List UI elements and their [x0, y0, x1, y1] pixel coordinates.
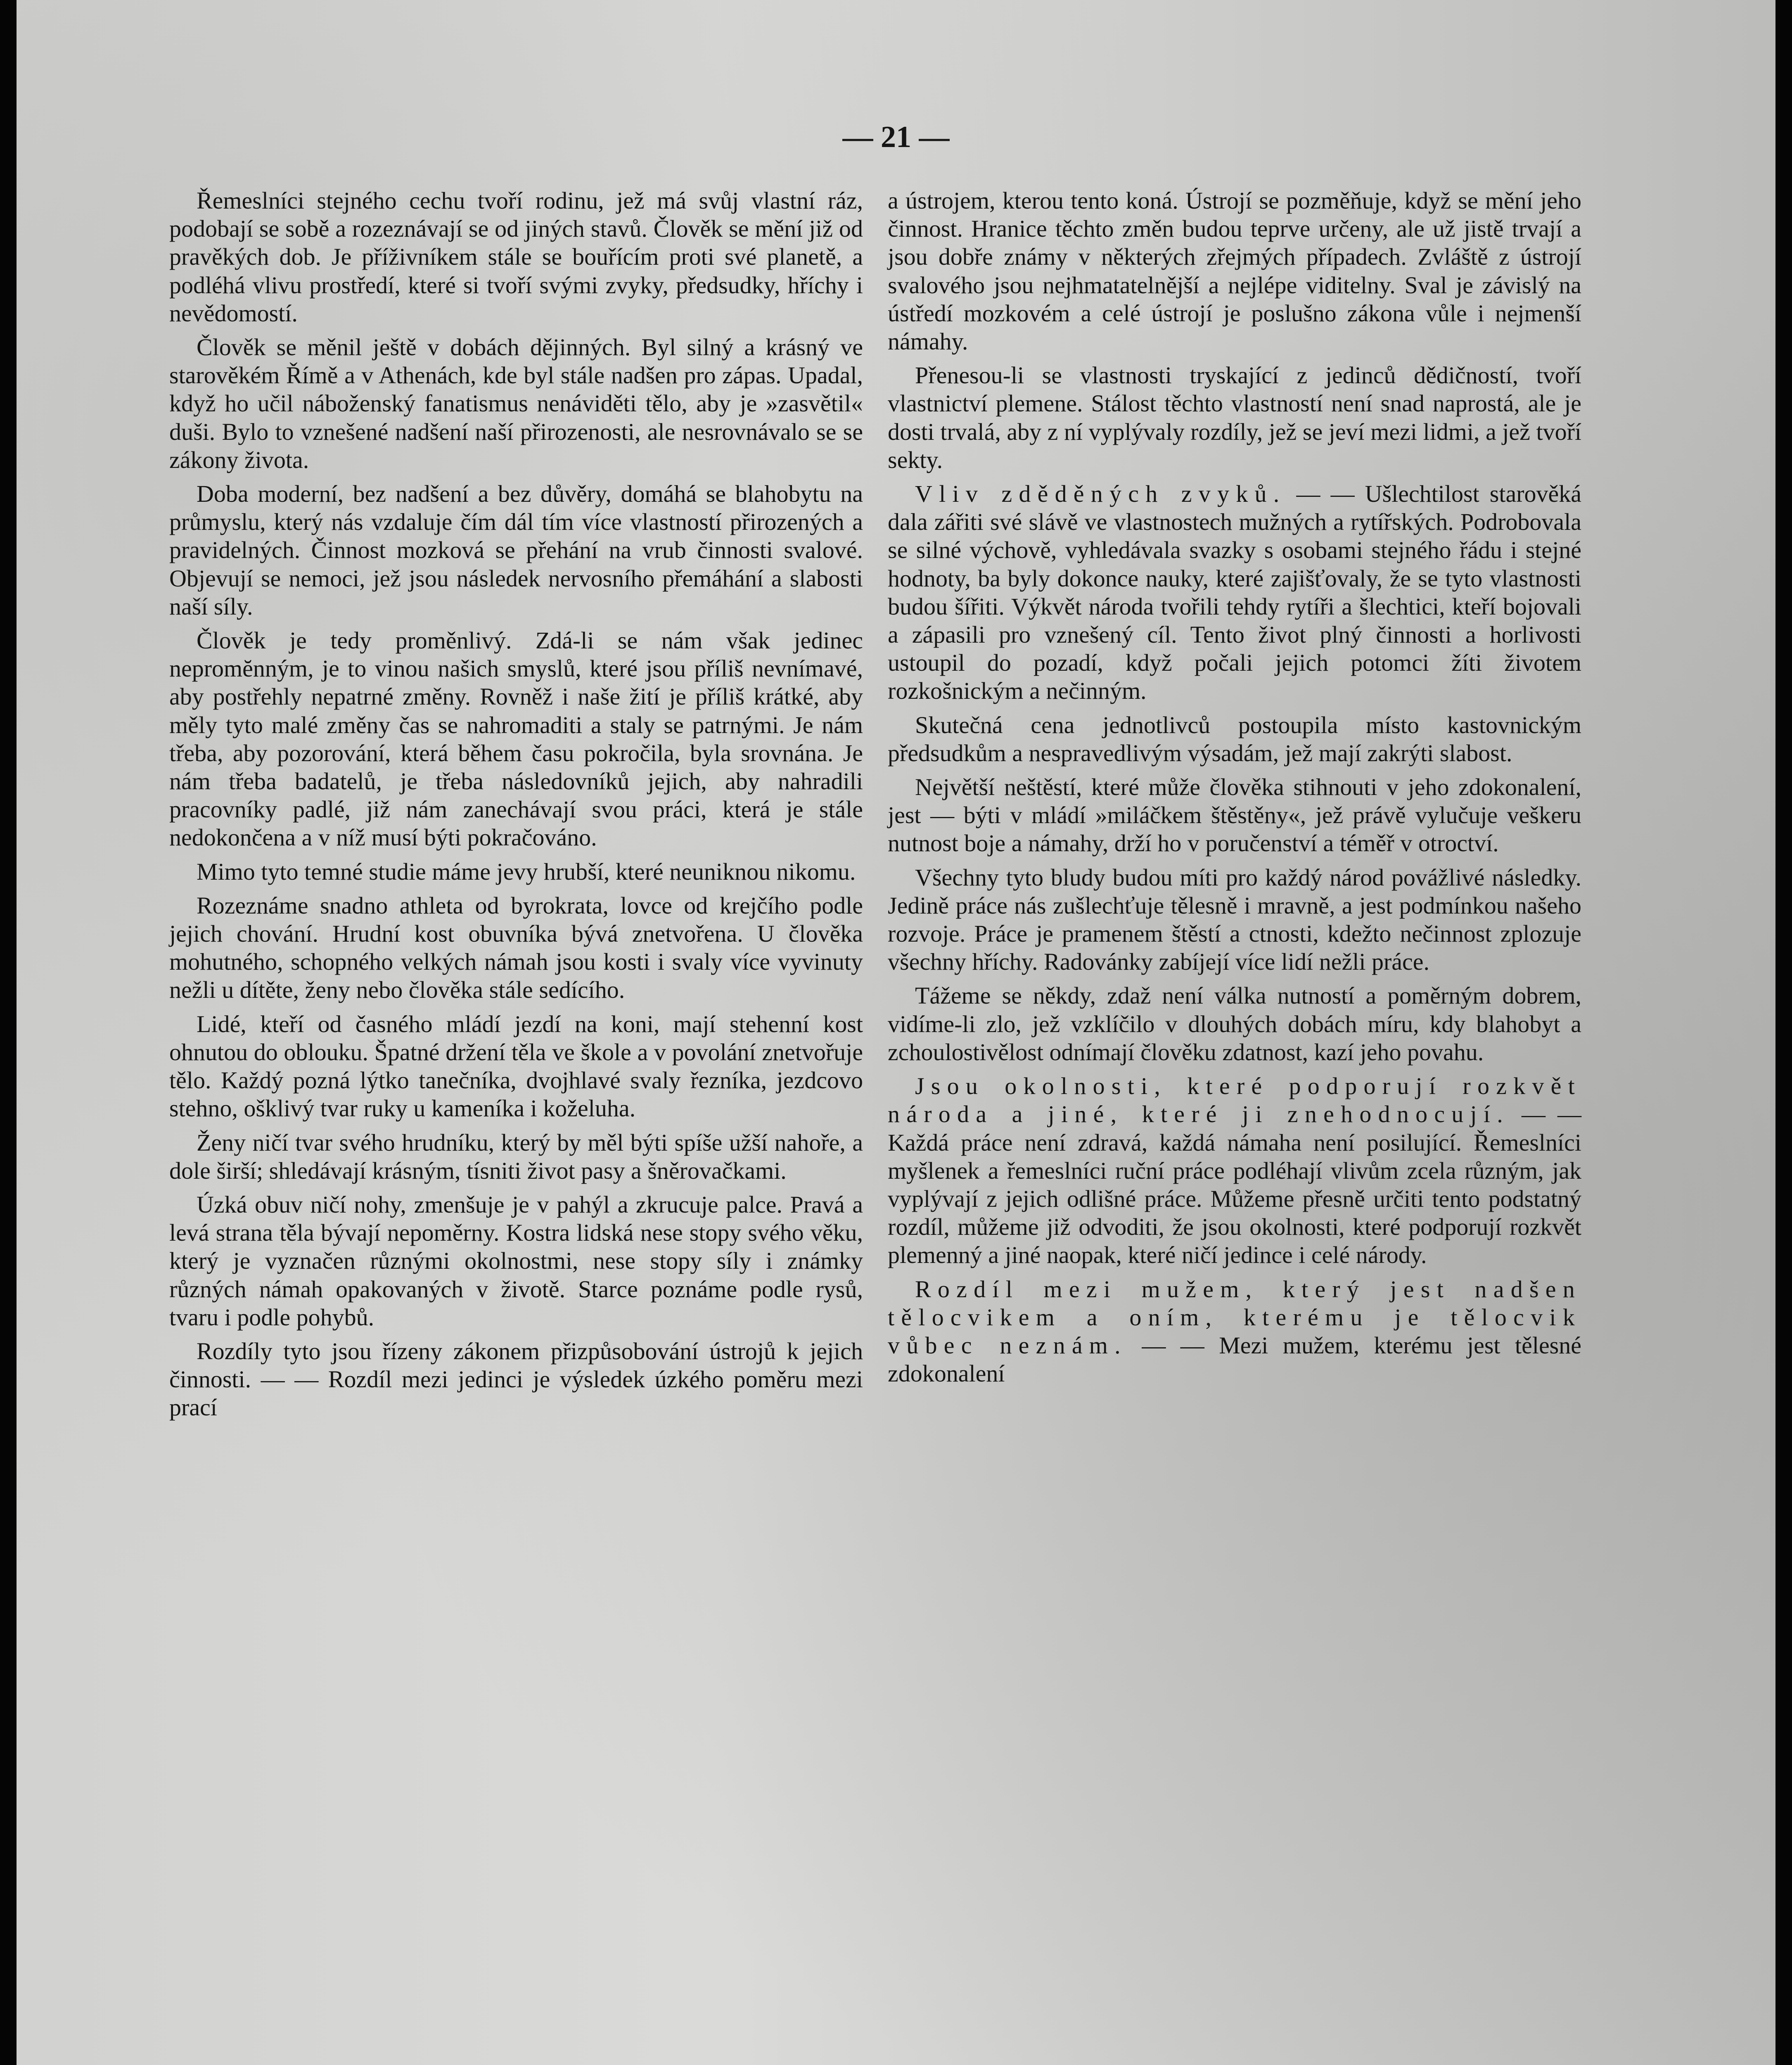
book-page [17, 0, 1775, 2065]
section-heading-difference: Rozdíl mezi mužem, který jest nadšen tělocvikem a oním, kterému je tělocvik vůbec neznám. [888, 1275, 1581, 1359]
left-paragraph-4: Člověk je tedy proměnlivý. Zdá-li se nám však jedinec nepromĕnným, je to vinou našich smyslů, které jsou příliš nevnímavé, aby postřehly nepatrné změny. Rovněž i naše žití je příliš krátké, aby měly tyto malé změny čas se nahromaditi a staly se patrnými. Je nám třeba, aby pozorování, která během času pokročila, byla srovnána. Je nám třeba badatelů, je třeba následovníků jejich, aby nahradili pracovníky padlé, již nám zanechávají svou práci, která je stále nedokončena a v níž musí býti pokračováno. [169, 627, 863, 851]
paragraph-body: — — Ušlechtilost starověká dala zářiti své slávě ve vlastnostech mužných a rytířských. Podrobovala se silné výchově, vyhledávala svazky s osobami stejného řádu i stejné hodnoty, ba byly dokonce nauky, které zajišťovaly, že se tyto vlastnosti budou šířiti. Výkvět národa tvořili tehdy rytíři a šlechtici, kteří bojovali a zápasili pro vznešený cíl. Tento život plný činnosti a horlivosti ustoupil do pozadí, když počali jejich potomci žíti životem rozkošnickým a nečinným. [888, 480, 1581, 705]
left-paragraph-3: Doba moderní, bez nadšení a bez důvěry, domáhá se blahobytu na průmyslu, který nás vzdaluje čím dál tím více vlastností přirozených a pravidelných. Činnost mozková se přehání na vrub činnosti svalové. Objevují se nemoci, jež jsou následek nervosního přemáhání a slabosti naší síly. [169, 480, 863, 620]
left-paragraph-5: Mimo tyto temné studie máme jevy hrubší, které neuniknou nikomu. [197, 858, 856, 885]
right-paragraph-3 [888, 480, 1581, 705]
right-paragraph-7: Tážeme se někdy, zdaž není válka nutností a poměrným dobrem, vidíme-li zlo, jež vzklíčilo v dlouhých dobách míru, kdy blahobyt a zchoulostivělost odnímají člověku zdatnost, kazí jeho povahu. [888, 982, 1581, 1066]
left-column [169, 187, 863, 1428]
right-paragraph-6: Všechny tyto bludy budou míti pro každý národ povážlivé následky. Jedině práce nás zušlechťuje tělesně i mravně, a jest podmínkou našeho rozvoje. Práce je pramenem štěstí a ctnosti, kdežto nečinnost zplozuje všechny hříchy. Radovánky zabíjejí více lidí nežli práce. [888, 864, 1581, 976]
section-heading-inherited-habits: Vliv zděděných zvyků. [915, 480, 1286, 508]
left-paragraph-2: Člověk se měnil ještě v dobách dějinných. Byl silný a krásný ve starověkém Římě a v Athenách, kde byl stále nadšen pro zápas. Upadal, když ho učil náboženský fanatismus nenáviděti tělo, aby je »zasvětil« duši. Bylo to vznešené nadšení naší přirozenosti, ale nesrovnávalo se se zákony života. [169, 334, 863, 473]
paragraph-body: — — Každá práce není zdravá, každá námaha není posilující. Řemeslníci myšlenek a řemeslníci ruční práce podléhají vlivům zcela různým, jak vyplývají z jejich odlišné práce. Můžeme přesně určiti tento podstatný rozdíl, můžeme již odvoditi, že jsou okolnosti, které podporují rozkvět plemenný a jiné naopak, které ničí jedince i celé národy. [888, 1101, 1581, 1269]
right-column [888, 187, 1581, 1393]
section-heading-circumstances: Jsou okolnosti, které podporují rozkvět národa a jiné, které ji znehodnocují. [888, 1073, 1581, 1128]
left-paragraph-7: Lidé, kteří od časného mládí jezdí na koni, mají stehenní kost ohnutou do oblouku. Špatné držení těla ve škole a v povolání znetvořuje tělo. Každý pozná lýtko tanečníka, dvojhlavé svaly řezníka, jezdcovo stehno, ošklivý tvar ruky u kameníka i koželuha. [169, 1010, 863, 1122]
right-paragraph-4: Skutečná cena jednotlivců postoupila místo kastovnickým předsudkům a nespravedlivým výsadám, jež mají zakrýti slabost. [888, 711, 1581, 767]
left-paragraph-10: Rozdíly tyto jsou řízeny zákonem přizpůsobování ústrojů k jejich činnosti. — — Rozdíl mezi jedinci je výsledek úzkého poměru mezi prací [169, 1337, 863, 1421]
right-paragraph-1: a ústrojem, kterou tento koná. Ústrojí se pozměňuje, když se mění jeho činnost. Hranice těchto změn budou teprve určeny, ale už jistě trvají a jsou dobře známy v některých zřejmých případech. Zvláště z ústrojí svalového jsou nejhmatatelnější a nejlépe viditelny. Sval je závislý na ústředí mozkovém a celé ústrojí je poslušno zákona vůle i nejmenší námahy. [888, 187, 1581, 355]
left-paragraph-9: Úzká obuv ničí nohy, zmenšuje je v pahýl a zkrucuje palce. Pravá a levá strana těla bývají nepoměrny. Kostra lidská nese stopy svého věku, který je vyznačen různými okolnostmi, nese stopy síly i známky různých námah opakovaných v životě. Starce poznáme podle rysů, tvaru i podle pohybů. [169, 1191, 863, 1331]
right-paragraph-8 [888, 1072, 1581, 1269]
left-paragraph-1: Řemeslníci stejného cechu tvoří rodinu, jež má svůj vlastní ráz, podobají se sobě a rozeznávají se od jiných stavů. Člověk se mění již od pravěkých dob. Je příživníkem stále se bouřícím proti své planetě, a podléhá vlivu prostředí, které si tvoří svými zvyky, předsudky, hříchy i nevědomostí. [169, 187, 863, 327]
left-paragraph-8: Ženy ničí tvar svého hrudníku, který by měl býti spíše užší nahoře, a dole širší; shledávají krásným, tísniti život pasy a šněrovačkami. [169, 1129, 863, 1184]
right-paragraph-2: Přenesou-li se vlastnosti tryskající z jedinců dědičností, tvoří vlastnictví plemene. Stálost těchto vlastností není snad naprostá, ale je dosti trvalá, aby z ní vyplývaly rozdíly, jež se jeví mezi lidmi, a jež tvoří sekty. [888, 362, 1581, 473]
paragraph-body: — — Mezi mužem, kterému jest tělesné zdokonalení [888, 1332, 1581, 1387]
page-number: — 21 — [842, 120, 950, 154]
left-paragraph-6: Rozeznáme snadno athleta od byrokrata, lovce od krejčího podle jejich chování. Hrudní kost obuvníka bývá znetvořena. U člověka mohutného, schopného velkých námah jsou kosti i svaly více vyvinuty nežli u dítěte, ženy nebo člověka stále sedícího. [169, 892, 863, 1004]
right-paragraph-9 [888, 1275, 1581, 1388]
right-paragraph-5: Největší neštěstí, které může člověka stihnouti v jeho zdokonalení, jest — býti v mládí »miláčkem štěstěny«, jež právě vylučuje veškeru nutnost boje a námahy, drží ho v poručenství a téměř v otroctví. [888, 774, 1581, 857]
